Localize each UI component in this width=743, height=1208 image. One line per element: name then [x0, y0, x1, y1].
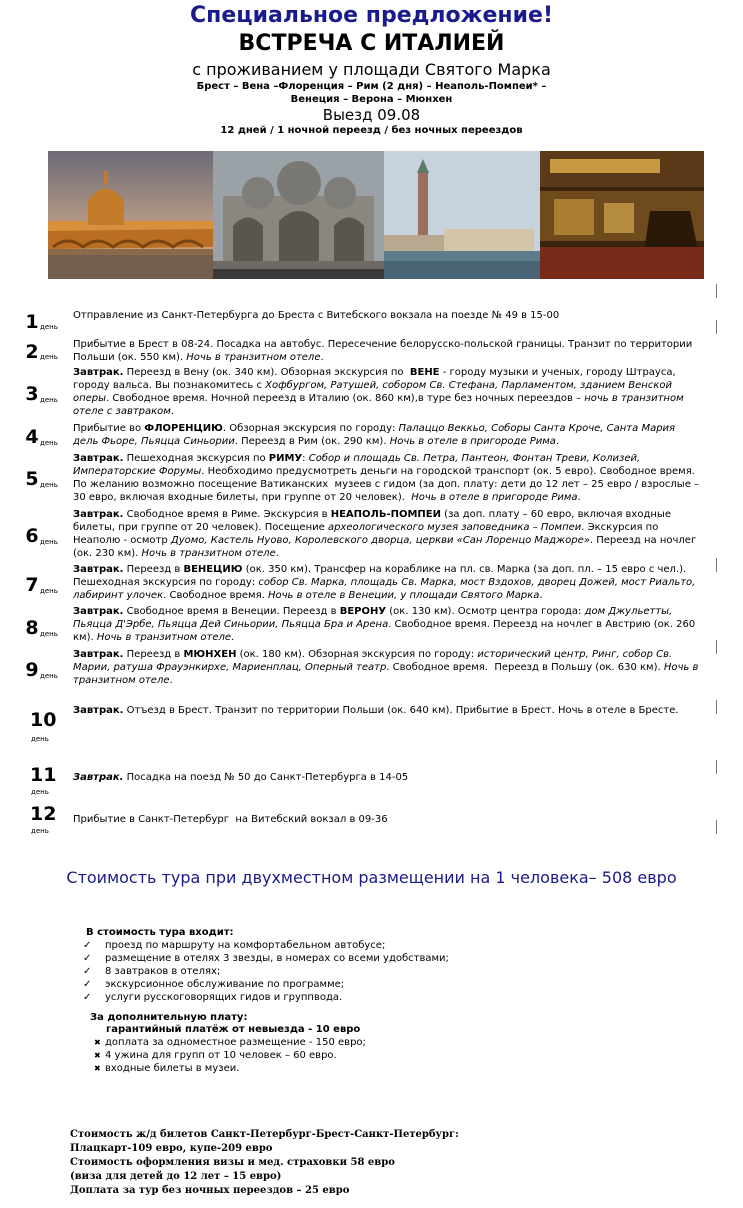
table-border-tick [716, 284, 717, 298]
special-offer-heading: Специальное предложение! [190, 3, 553, 28]
day-label: день [40, 439, 58, 447]
day-description: Завтрак. Посадка на поезд № 50 до Санкт-Петербурга в 14-05 [73, 772, 409, 783]
table-border-tick [716, 760, 717, 774]
day-number: 11 [30, 764, 57, 786]
guarantee-payment: гарантийный платёж от невыезда - 10 евро [106, 1024, 361, 1035]
table-border-tick [716, 820, 717, 834]
table-border-tick [716, 700, 717, 714]
day-description: Завтрак. Отъезд в Брест. Транзит по территории Польши (ок. 640 км). Прибытие в Брест. Ночь в отеле в Бресте. [73, 705, 679, 716]
day-number: 9 [25, 659, 39, 681]
checkmark-icon: ✓ [83, 953, 92, 964]
day-number: 6 [25, 525, 39, 547]
tour-subtitle: с проживанием у площади Святого Марка [192, 60, 551, 79]
day-description: Завтрак. Переезд в МЮНХЕН (ок. 180 км). Обзорная экскурсия по городу: исторический центр, Ринг, собор Св. Марии, ратуша Фрауэнкирхе, Мариенплац, Оперный театр. Свободное время. Переезд в Польшу (ок. 630 км). Ночь в транзитном отеле. [73, 649, 699, 686]
day-description: Завтрак. Пешеходная экскурсия по РИМУ: Собор и площадь Св. Петра, Пантеон, Фонтан Треви, Колизей, Императорские Форумы. Необходимо предусмотреть деньги на городской транспорт (ок. 5 евро). Свободное время. По желанию возможно посещение Ватиканских музеев с гидом (за доп. плату: дети до 12 лет – 25 евро / взрослые – 30 евро, включая входные билеты, при группе от 20 человек). Ночь в отеле в пригороде Рима. [73, 453, 700, 503]
day-description: Завтрак. Переезд в ВЕНЕЦИЮ (ок. 350 км). Трансфер на кораблике на пл. св. Марка (за доп. пл. – 15 евро с чел.). Пешеходная экскурсия по городу: собор Св. Марка, площадь Св. Марка, мост Вздохов, дворец Дожей, мост Риальто, лабиринт улочек. Свободное время. Ночь в отеле в Венеции, у площади Святого Марка. [73, 564, 696, 601]
extra-title: За дополнительную плату: [90, 1012, 248, 1023]
rail-info-line: Стоимость оформления визы и мед. страховки 58 евро [70, 1157, 395, 1168]
day-number: 3 [25, 383, 39, 405]
day-number: 2 [25, 341, 39, 363]
day-label: день [40, 538, 58, 546]
rail-info-line: Доплата за тур без ночных переездов – 25 евро [70, 1185, 350, 1196]
day-description: Завтрак. Свободное время в Венеции. Переезд в ВЕРОНУ (ок. 130 км). Осмотр центра города: дом Джульетты, Пьяцца Д'Эрбе, Пьяцца Дей Синьории, Пьяцца Бра и Арена. Свободное время. Переезд на ночлег в Австрию (ок. 260 км). Ночь в транзитном отеле. [73, 606, 696, 643]
day-label: день [40, 481, 58, 489]
rail-info-line: (виза для детей до 12 лет – 15 евро) [70, 1171, 282, 1182]
day-label: день [31, 735, 49, 743]
cross-icon: ✖ [94, 1051, 101, 1060]
day-number: 12 [30, 803, 57, 825]
rail-info-line: Стоимость ж/д билетов Санкт-Петербург-Брест-Санкт-Петербург: [70, 1129, 459, 1140]
day-number: 5 [25, 468, 39, 490]
checkmark-icon: ✓ [83, 979, 92, 990]
hotel-interior-photo [540, 151, 704, 279]
included-item: ✓ размещение в отелях 3 звезды, в номерах со всеми удобствами; [83, 953, 449, 964]
tour-price: Стоимость тура при двухместном размещении на 1 человека– 508 евро [66, 868, 677, 887]
day-number: 8 [25, 617, 39, 639]
day-description: Завтрак. Свободное время в Риме. Экскурсия в НЕАПОЛЬ-ПОМПЕИ (за доп. плату – 60 евро, включая входные билеты, при группе от 20 человек). Посещение археологического музея заповедника – Помпеи. Экскурсия по Неаполю - осмотр Дуомо, Кастель Нуово, Королевского дворца, церкви «Сан Лоренцо Маджоре». Переезд на ночлег (ок. 230 км). Ночь в транзитном отеле. [73, 509, 697, 559]
rail-info [70, 1128, 459, 1198]
venice-basilica-photo [213, 151, 384, 279]
table-border-tick [716, 640, 717, 654]
table-border-tick [716, 320, 717, 334]
day-description: Прибытие в Санкт-Петербург на Витебский вокзал в 09-36 [73, 814, 388, 825]
day-description: Завтрак. Переезд в Вену (ок. 340 км). Обзорная экскурсия по ВЕНЕ - городу музыки и ученых, городу Штрауса, городу вальса. Вы познакомитесь с Хофбургом, Ратушей, собором Св. Стефана, Парламентом, зданием Венской оперы. Свободное время. Ночной переезд в Италию (ок. 860 км),в туре без ночных переездов – ночь в транзитном отеле с завтраком. [73, 367, 684, 417]
cross-icon: ✖ [94, 1064, 101, 1073]
day-description: Отправление из Санкт-Петербурга до Бреста с Витебского вокзала на поезде № 49 в 15-00 [73, 310, 560, 321]
extra-item: ✖ входные билеты в музеи. [94, 1063, 240, 1074]
checkmark-icon: ✓ [83, 992, 92, 1003]
included-title: В стоимость тура входит: [86, 927, 234, 938]
checkmark-icon: ✓ [83, 966, 92, 977]
day-label: день [40, 672, 58, 680]
tour-duration: 12 дней / 1 ночной переезд / без ночных переездов [220, 125, 523, 136]
extra-item: ✖ 4 ужина для групп от 10 человек – 60 евро. [94, 1050, 337, 1061]
departure-date: Выезд 09.08 [322, 106, 421, 124]
day-label: день [40, 587, 58, 595]
day-label: день [31, 788, 49, 796]
route-line-2: Венеция – Верона – Мюнхен [290, 94, 453, 105]
cross-icon: ✖ [94, 1038, 101, 1047]
day-number: 7 [25, 574, 39, 596]
route-line-1: Брест – Вена –Флоренция – Рим (2 дня) – Неаполь-Помпеи* – [196, 81, 547, 92]
day-description: Прибытие во ФЛОРЕНЦИЮ. Обзорная экскурсия по городу: Палаццо Веккьо, Соборы Санта Кроче, Санта Мария дель Фьоре, Пьяцца Синьории. Переезд в Рим (ок. 290 км). Ночь в отеле в пригороде Рима. [73, 423, 676, 447]
tour-title: ВСТРЕЧА С ИТАЛИЕЙ [238, 31, 505, 56]
day-number: 4 [25, 426, 39, 448]
day-number: 10 [30, 709, 57, 731]
table-border-tick [716, 558, 717, 572]
day-label: день [40, 630, 58, 638]
included-item: ✓ экскурсионное обслуживание по программе; [83, 979, 345, 990]
day-description: Прибытие в Брест в 08-24. Посадка на автобус. Пересечение белорусско-польской границы. Транзит по территории Польши (ок. 550 км). Ночь в транзитном отеле. [73, 339, 693, 363]
day-label: день [40, 353, 58, 361]
day-label: день [40, 323, 58, 331]
checkmark-icon: ✓ [83, 940, 92, 951]
included-item: ✓ 8 завтраков в отелях; [83, 966, 221, 977]
rome-photo [48, 151, 213, 279]
venice-campanile-photo [384, 151, 540, 279]
day-label: день [40, 396, 58, 404]
extra-item: ✖ доплата за одноместное размещение - 150 евро; [94, 1037, 366, 1048]
included-item: ✓ проезд по маршруту на комфортабельном автобусе; [83, 940, 386, 951]
day-number: 1 [25, 311, 39, 333]
included-item: ✓ услуги русскоговорящих гидов и группвода. [83, 992, 343, 1003]
day-label: день [31, 827, 49, 835]
rail-info-line: Плацкарт-109 евро, купе-209 евро [70, 1143, 273, 1154]
